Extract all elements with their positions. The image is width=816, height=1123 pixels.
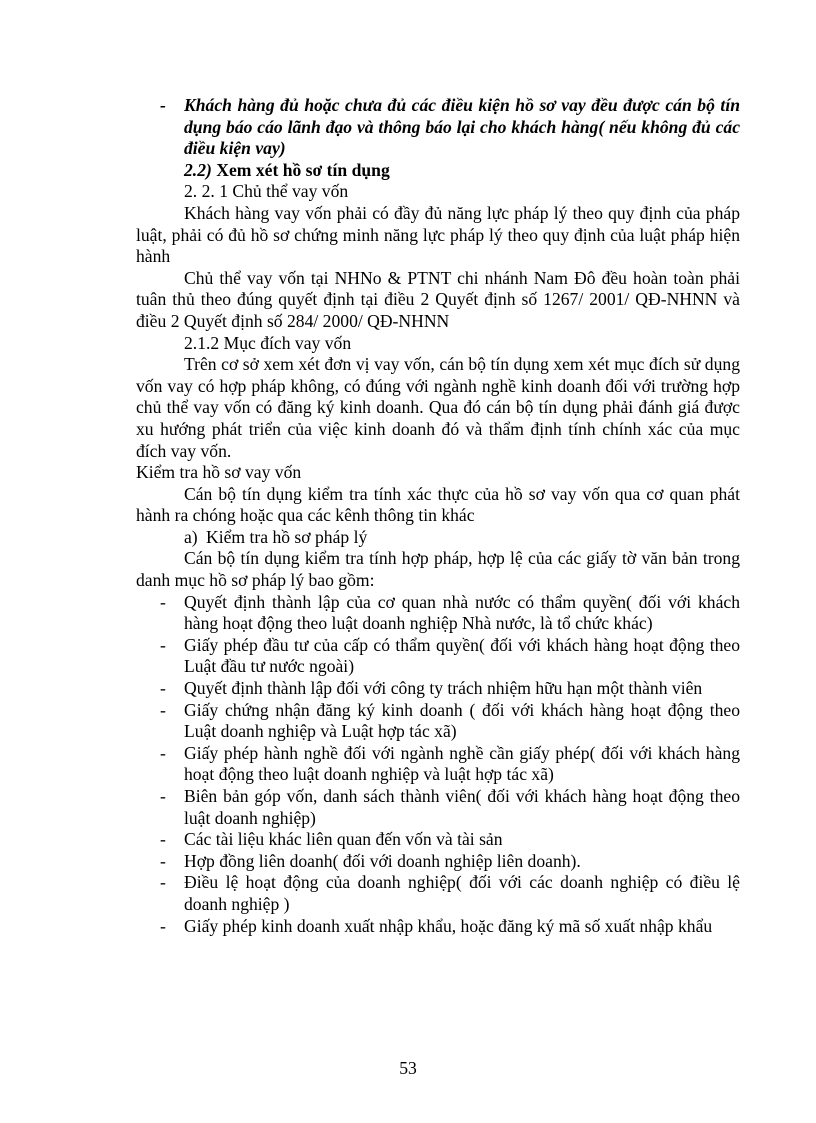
list-item [136, 743, 740, 786]
item-a-mark: a) [184, 526, 198, 547]
dash-marker: - [160, 850, 166, 871]
check-title: Kiểm tra hồ sơ vay vốn [136, 462, 302, 483]
list-item-text: Giấy phép đầu tư của cấp có thẩm quyền( đối với khách hàng hoạt động theo Luật đầu tư nước ngoài) [184, 634, 740, 677]
paragraph: Khách hàng vay vốn phải có đầy đủ năng lực pháp lý theo quy định của pháp luật, phải có đủ hồ sơ chứng minh năng lực pháp lý theo quy định của luật pháp hiện hành [136, 202, 740, 267]
list-item-text: Điều lệ hoạt động của doanh nghiệp( đối với các doanh nghiệp có điều lệ doanh nghiệp ) [184, 872, 740, 914]
list-item [136, 635, 740, 678]
list-item [136, 916, 740, 938]
page-content [136, 95, 740, 937]
intro-bullet-text: Khách hàng đủ hoặc chưa đủ các điều kiện hồ sơ vay đều được cán bộ tín dụng báo cáo lãnh đạo và thông báo lại cho khách hàng( nếu không đủ các điều kiện vay) [184, 95, 740, 159]
paragraph: Trên cơ sở xem xét đơn vị vay vốn, cán bộ tín dụng xem xét mục đích sử dụng vốn vay có hợp pháp không, có đúng với ngành nghề kinh doanh đối với trường hợp chủ thể vay vốn có đăng ký kinh doanh. Qua đó cán bộ tín dụng phải đánh giá được xu hướng phát triển của việc kinh doanh đó và thẩm định tính chính xác của mục đích vay vốn. [136, 354, 740, 461]
list-item-text: Giấy phép kinh doanh xuất nhập khẩu, hoặc đăng ký mã số xuất nhập khẩu [184, 915, 713, 936]
dash-marker: - [160, 915, 166, 936]
intro-bullet [136, 95, 740, 160]
dash-marker: - [160, 591, 166, 612]
list-item-text: Giấy phép hành nghề đối với ngành nghề cần giấy phép( đối với khách hàng hoạt động theo luật doanh nghiệp và luật hợp tác xã) [184, 742, 740, 785]
legal-docs-list [136, 592, 740, 938]
paragraph: Chủ thể vay vốn tại NHNo & PTNT chi nhánh Nam Đô đều hoàn toàn phải tuân thủ theo đúng quyết định tại điều 2 Quyết định số 1267/ 2001/ QĐ-NHNN và điều 2 Quyết định số 284/ 2000/ QĐ-NHNN [136, 267, 740, 331]
list-item [136, 786, 740, 829]
list-item [136, 700, 740, 743]
item-a-heading [136, 527, 740, 549]
section-title: Xem xét hồ sơ tín dụng [216, 159, 390, 180]
paragraph: Cán bộ tín dụng kiểm tra tính xác thực của hồ sơ vay vốn qua cơ quan phát hành ra chóng hoặc qua các kênh thông tin khác [136, 483, 740, 526]
item-a-title: Kiểm tra hồ sơ pháp lý [206, 526, 368, 547]
dash-marker: - [160, 829, 166, 850]
paragraph: Cán bộ tín dụng kiểm tra tính hợp pháp, hợp lệ của các giấy tờ văn bản trong danh mục hồ sơ pháp lý bao gồm: [136, 548, 740, 591]
dash-marker: - [160, 742, 166, 763]
dash-marker: - [160, 678, 166, 699]
dash-marker: - [160, 95, 166, 115]
list-item-text: Quyết định thành lập đối với công ty trách nhiệm hữu hạn một thành viên [184, 678, 703, 699]
subsection-title-2: 2.1.2 Mục đích vay vốn [184, 332, 352, 353]
list-item [136, 829, 740, 851]
dash-marker: - [160, 699, 166, 720]
list-item [136, 872, 740, 915]
subsection-title-1: 2. 2. 1 Chủ thể vay vốn [184, 181, 349, 202]
dash-marker: - [160, 786, 166, 806]
page-number: 53 [399, 1058, 417, 1078]
section-number: 2.2) [184, 159, 212, 180]
list-item-text: Hợp đồng liên doanh( đối với doanh nghiệp liên doanh). [184, 850, 581, 871]
list-item [136, 678, 740, 700]
list-item [136, 851, 740, 873]
section-heading [136, 160, 740, 182]
list-item-text: Giấy chứng nhận đăng ký kinh doanh ( đối với khách hàng hoạt động theo Luật doanh nghiệp và Luật hợp tác xã) [184, 699, 740, 742]
list-item-text: Biên bản góp vốn, danh sách thành viên( đối với khách hàng hoạt động theo luật doanh nghiệp) [184, 786, 740, 828]
dash-marker: - [160, 634, 166, 655]
list-item-text: Các tài liệu khác liên quan đến vốn và tài sản [184, 829, 503, 850]
dash-marker: - [160, 872, 166, 893]
list-item [136, 592, 740, 635]
list-item-text: Quyết định thành lập của cơ quan nhà nước có thẩm quyền( đối với khách hàng hoạt động theo luật doanh nghiệp Nhà nước, là tổ chức khác) [184, 591, 740, 634]
